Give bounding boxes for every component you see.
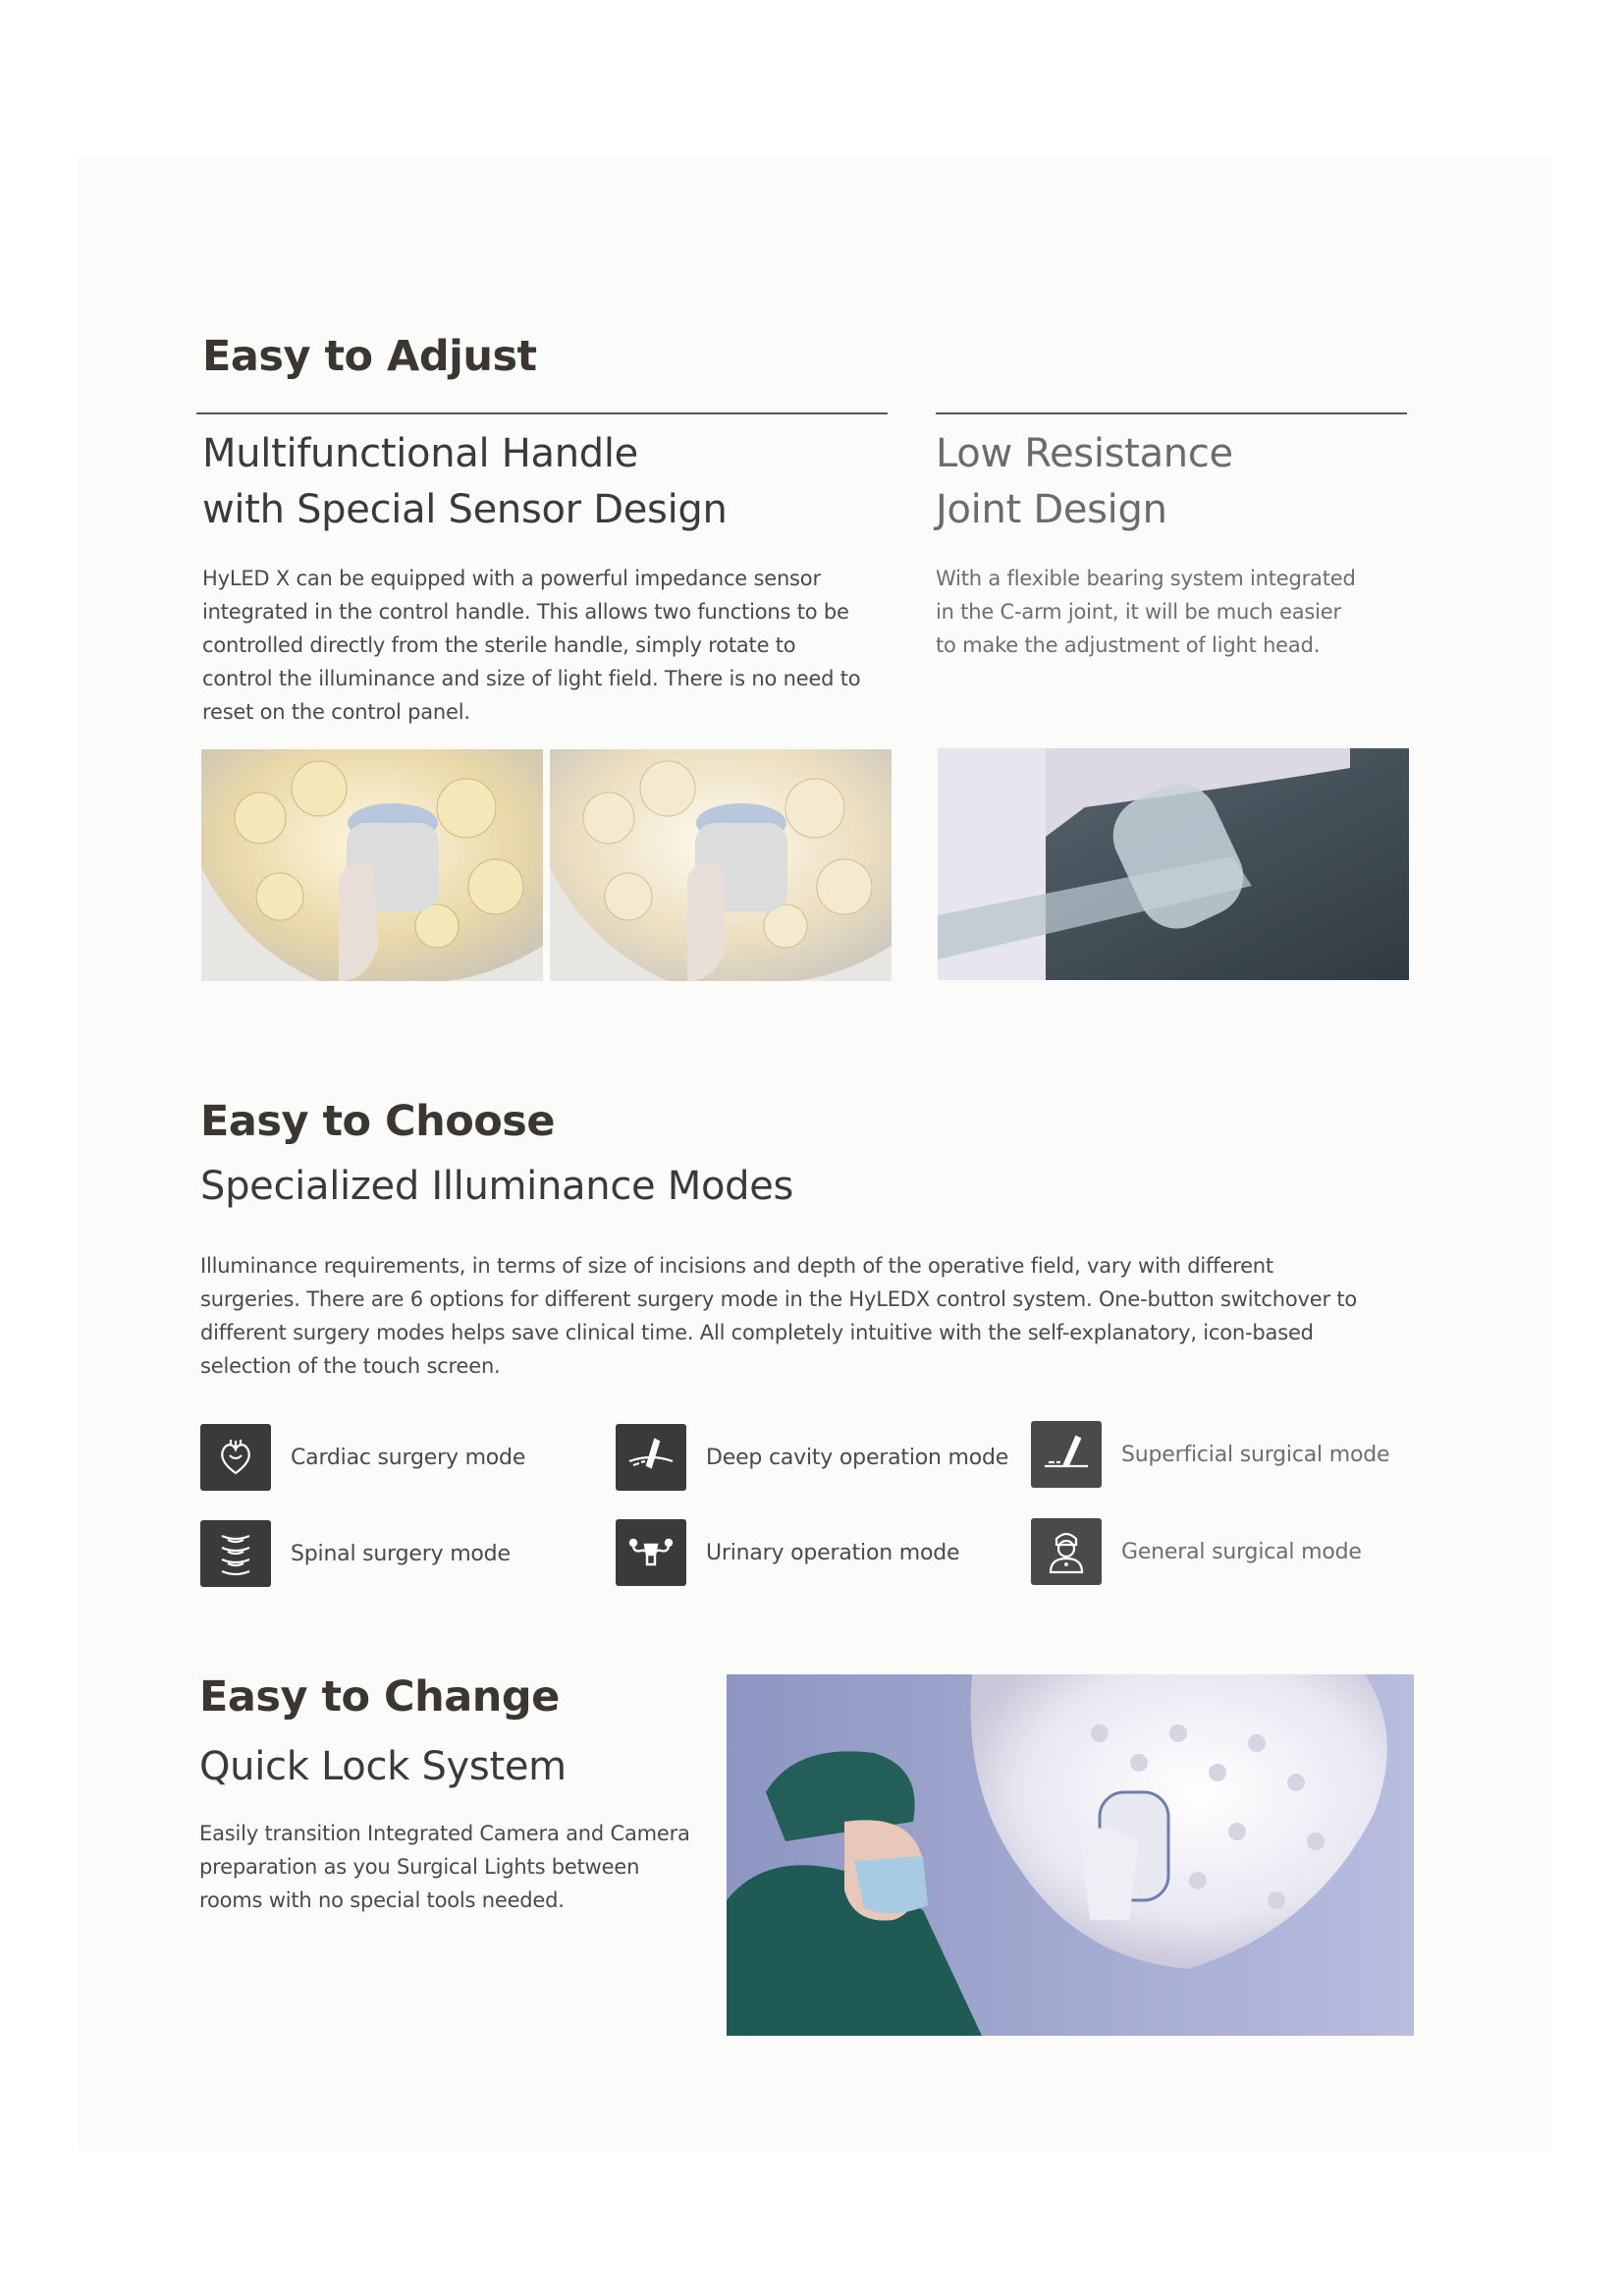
mode-general — [1031, 1517, 1362, 1586]
mode-label: Cardiac surgery mode — [291, 1445, 526, 1470]
heart-icon — [200, 1424, 271, 1491]
mode-label: Deep cavity operation mode — [706, 1445, 1009, 1470]
mode-label: General surgical mode — [1121, 1539, 1362, 1564]
change-subtitle: Quick Lock System — [199, 1744, 567, 1789]
mode-deep-cavity — [616, 1423, 1008, 1492]
scalpel-deep-icon — [616, 1424, 686, 1491]
surgeon-icon — [1031, 1518, 1102, 1585]
handle-description: HyLED X can be equipped with a powerful impedance sensor integrated in the control handle. This allows two functions to be controlled directly from the sterile handle, simply rotate to control the illuminance and size of light field. There is no need to reset on the control panel. — [202, 567, 861, 724]
joint-title-line2: Joint Design — [936, 487, 1167, 532]
change-description: Easily transition Integrated Camera and Camera preparation as you Surgical Lights between rooms with no special tools needed. — [199, 1822, 690, 1912]
handle-photo-1 — [201, 749, 543, 981]
choose-subtitle: Specialized Illuminance Modes — [200, 1164, 794, 1209]
section-title-adjust: Easy to Adjust — [202, 332, 537, 381]
mode-urinary — [616, 1518, 959, 1587]
uterus-icon — [616, 1519, 686, 1586]
mode-superficial — [1031, 1420, 1389, 1489]
section-title-choose: Easy to Choose — [200, 1097, 556, 1146]
divider-right — [936, 412, 1407, 414]
divider-left — [196, 412, 888, 414]
joint-photo — [938, 748, 1409, 980]
mode-label: Spinal surgery mode — [291, 1541, 511, 1566]
mode-label: Superficial surgical mode — [1121, 1442, 1390, 1467]
handle-heading — [202, 426, 890, 538]
scalpel-superficial-icon — [1031, 1421, 1102, 1488]
handle-title-line2: with Special Sensor Design — [202, 487, 728, 532]
surgeon-photo — [727, 1674, 1414, 2036]
spine-icon — [200, 1520, 271, 1587]
choose-description: Illuminance requirements, in terms of size of incisions and depth of the operative field, vary with different surgeries. There are 6 options for different surgery mode in the HyLEDX control system. One-button switchover to different surgery modes helps save clinical time. All completely intuitive with the self-explanatory, icon-based selection of the touch screen. — [200, 1254, 1358, 1378]
section-title-change: Easy to Change — [199, 1672, 560, 1722]
mode-spinal — [200, 1519, 511, 1588]
handle-title-line1: Multifunctional Handle — [202, 431, 638, 476]
mode-cardiac — [200, 1423, 525, 1492]
mode-label: Urinary operation mode — [706, 1540, 960, 1565]
joint-description: With a flexible bearing system integrated in the C-arm joint, it will be much easier to make the adjustment of light head. — [936, 567, 1356, 657]
handle-photo-2 — [550, 749, 892, 981]
joint-heading — [936, 426, 1427, 538]
joint-title-line1: Low Resistance — [936, 431, 1233, 476]
